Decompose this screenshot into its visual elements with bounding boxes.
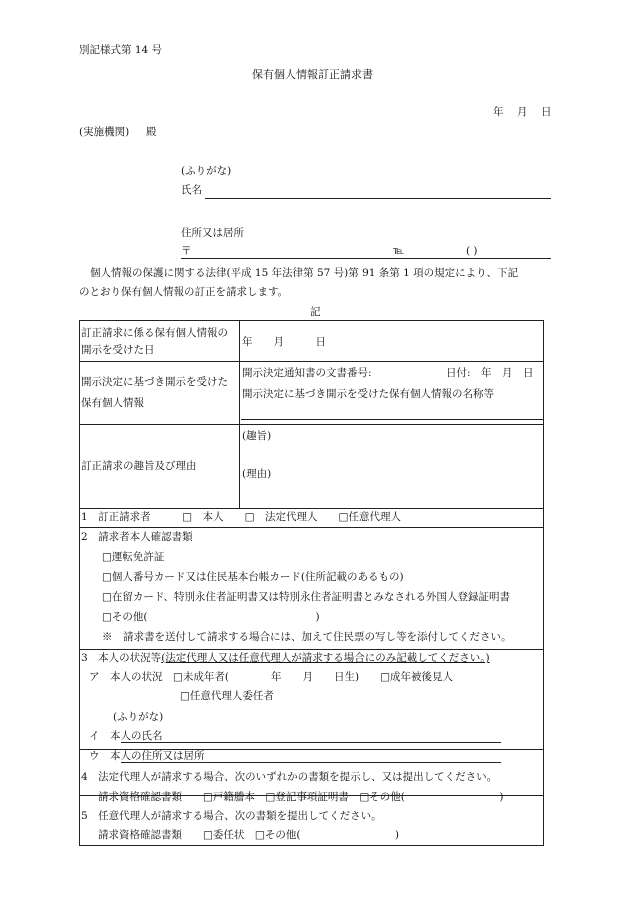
- principal-name-field[interactable]: [121, 742, 501, 743]
- section2-item-residence[interactable]: □在留カード、特別永住者証明書又は特別永住者証明書とみなされる外国人登録証明書: [102, 591, 510, 603]
- intro-line-2: のとおり保有個人情報の訂正を請求します。: [79, 286, 289, 298]
- row1-label-2: 開示を受けた日: [81, 344, 155, 356]
- applicant-name-field[interactable]: [205, 198, 551, 199]
- row2-info-name[interactable]: 開示決定に基づき開示を受けた保有個人情報の名称等: [242, 388, 494, 400]
- section3-status-proxy[interactable]: □任意代理人委任者: [180, 690, 274, 702]
- principal-address-field[interactable]: [121, 762, 501, 763]
- row1-label-1: 訂正請求に係る保有個人情報の: [81, 327, 228, 339]
- date-month: 月: [517, 106, 528, 118]
- ki-heading: 記: [310, 306, 321, 318]
- date-year: 年: [493, 106, 504, 118]
- section2-item-license[interactable]: □運転免許証: [102, 551, 165, 563]
- intro-line-1: 個人情報の保護に関する法律(平成 15 年法律第 57 号)第 91 条第 1 項の規定により、下記: [90, 267, 519, 279]
- tel-parens: ( ): [466, 245, 478, 257]
- tel-mark: ℡: [393, 245, 405, 257]
- section3-status[interactable]: ア 本人の状況 □未成年者( 年 月 日生) □成年被後見人: [89, 671, 454, 683]
- applicant-address-field[interactable]: [181, 258, 551, 259]
- addressee: (実施機関): [79, 126, 130, 138]
- section5-docs[interactable]: 請求資格確認書類 □委任状 □その他( ): [98, 829, 400, 841]
- row1-date[interactable]: 年 月 日: [242, 336, 326, 348]
- section3-address-label: ウ 本人の住所又は居所: [89, 750, 205, 762]
- row2-label-2: 保有個人情報: [81, 397, 144, 409]
- section5-title: 5 任意代理人が請求する場合、次の書類を提出してください。: [81, 810, 382, 822]
- section3-title: 3 本人の状況等(法定代理人又は任意代理人が請求する場合にのみ記載してください。): [81, 652, 490, 664]
- section2-note: ※ 請求書を送付して請求する場合には、加えて住民票の写し等を添付してください。: [102, 631, 512, 643]
- section2-title: 2 請求者本人確認書類: [81, 531, 193, 543]
- request-table: [79, 320, 544, 846]
- postal-mark: 〒: [181, 245, 192, 257]
- date-day: 日: [541, 106, 552, 118]
- page-title: 保有個人情報訂正請求書: [252, 68, 373, 81]
- row3-label: 訂正請求の趣旨及び理由: [81, 460, 197, 472]
- row2-doc-number[interactable]: 開示決定通知書の文書番号:: [242, 367, 372, 379]
- applicant-address-label: 住所又は居所: [181, 227, 244, 239]
- section3-furigana: (ふりがな): [113, 711, 164, 723]
- row2-label-1: 開示決定に基づき開示を受けた: [81, 376, 228, 388]
- form-number: 別記様式第 14 号: [79, 44, 163, 56]
- row3-reason[interactable]: (理由): [242, 468, 272, 480]
- row3-purpose[interactable]: (趣旨): [242, 430, 272, 442]
- row2-date[interactable]: 日付: 年 月 日: [446, 367, 534, 379]
- section4-title: 4 法定代理人が請求する場合、次のいずれかの書類を提示し、又は提出してください。: [81, 771, 498, 783]
- addressee-suffix: 殿: [146, 126, 157, 138]
- section1-requester[interactable]: 1 訂正請求者 □ 本人 □ 法定代理人 □任意代理人: [81, 511, 401, 523]
- applicant-name-label: 氏名: [181, 184, 202, 196]
- applicant-furigana: (ふりがな): [181, 165, 232, 177]
- section3-name-label: イ 本人の氏名: [89, 730, 163, 742]
- section4-docs[interactable]: 請求資格確認書類 □戸籍謄本 □登記事項証明書 □その他( ): [98, 791, 504, 803]
- section2-item-other[interactable]: □その他( ): [102, 611, 320, 623]
- section2-item-mynumber[interactable]: □個人番号カード又は住民基本台帳カード(住所記載のあるもの): [102, 571, 404, 583]
